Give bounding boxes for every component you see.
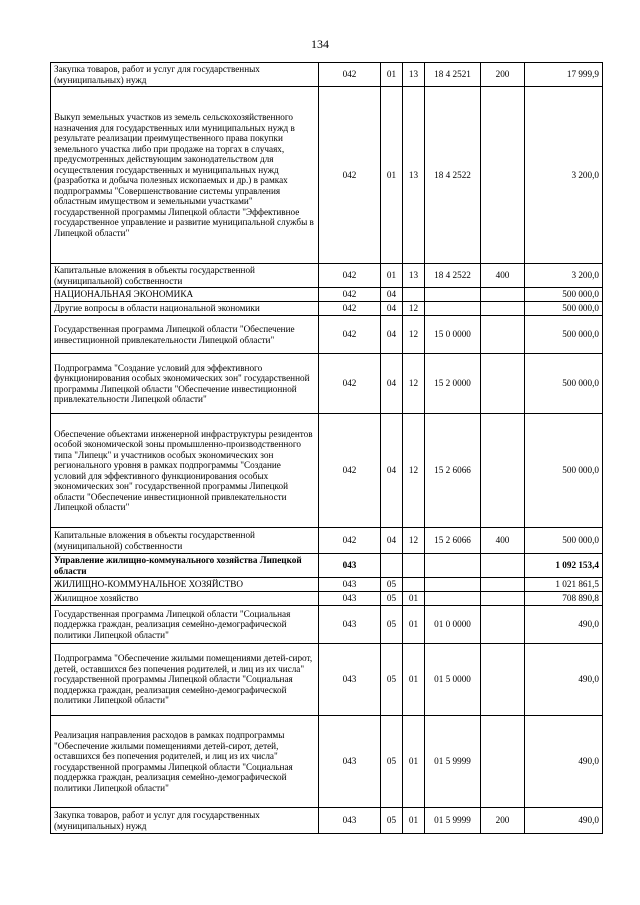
section-code-cell: 01 — [381, 63, 403, 87]
ved-code-cell: 043 — [319, 554, 381, 578]
amount-cell: 490,0 — [525, 808, 603, 834]
budget-table — [50, 62, 603, 834]
section-code-cell: 04 — [381, 414, 403, 528]
table-row — [51, 264, 603, 288]
subsection-code-cell: 01 — [403, 808, 425, 834]
table-row — [51, 63, 603, 87]
row-name-cell: Управление жилищно-коммунального хозяйства Липецкой области — [51, 554, 319, 578]
ved-code-cell: 042 — [319, 528, 381, 554]
ved-code-cell: 043 — [319, 644, 381, 716]
target-article-cell: 01 5 0000 — [425, 644, 481, 716]
section-code-cell: 05 — [381, 716, 403, 808]
amount-cell: 500 000,0 — [525, 288, 603, 302]
expense-type-cell — [481, 716, 525, 808]
section-code-cell: 05 — [381, 578, 403, 592]
target-article-cell — [425, 288, 481, 302]
expense-type-cell: 400 — [481, 264, 525, 288]
ved-code-cell: 042 — [319, 414, 381, 528]
ved-code-cell: 043 — [319, 592, 381, 606]
amount-cell: 1 092 153,4 — [525, 554, 603, 578]
table-row — [51, 606, 603, 644]
ved-code-cell: 043 — [319, 578, 381, 592]
ved-code-cell: 043 — [319, 716, 381, 808]
target-article-cell: 15 2 6066 — [425, 414, 481, 528]
ved-code-cell: 042 — [319, 302, 381, 316]
row-name-cell: Жилищное хозяйство — [51, 592, 319, 606]
target-article-cell — [425, 554, 481, 578]
amount-cell: 3 200,0 — [525, 87, 603, 264]
section-code-cell: 01 — [381, 87, 403, 264]
target-article-cell: 15 2 6066 — [425, 528, 481, 554]
ved-code-cell: 042 — [319, 87, 381, 264]
amount-cell: 3 200,0 — [525, 264, 603, 288]
table-row — [51, 302, 603, 316]
section-code-cell: 04 — [381, 288, 403, 302]
amount-cell: 490,0 — [525, 644, 603, 716]
amount-cell: 490,0 — [525, 606, 603, 644]
ved-code-cell: 042 — [319, 63, 381, 87]
subsection-code-cell: 12 — [403, 316, 425, 354]
subsection-code-cell: 13 — [403, 63, 425, 87]
target-article-cell: 01 5 9999 — [425, 716, 481, 808]
table-row — [51, 554, 603, 578]
section-code-cell — [381, 554, 403, 578]
target-article-cell: 01 0 0000 — [425, 606, 481, 644]
table-row — [51, 716, 603, 808]
expense-type-cell — [481, 554, 525, 578]
expense-type-cell — [481, 578, 525, 592]
table-row — [51, 87, 603, 264]
subsection-code-cell: 01 — [403, 716, 425, 808]
target-article-cell — [425, 592, 481, 606]
target-article-cell: 18 4 2522 — [425, 264, 481, 288]
subsection-code-cell: 01 — [403, 644, 425, 716]
expense-type-cell — [481, 288, 525, 302]
target-article-cell — [425, 578, 481, 592]
row-name-cell: Подпрограмма "Обеспечение жилыми помещениями детей-сирот, детей, оставшихся без попечения родителей, и лиц из их числа" государственной программы Липецкой области "Социальная поддержка граждан, реализация семейно-демографической политики Липецкой области" — [51, 644, 319, 716]
table-row — [51, 354, 603, 414]
subsection-code-cell: 12 — [403, 414, 425, 528]
row-name-cell: Реализация направления расходов в рамках подпрограммы "Обеспечение жилыми помещениями детей-сирот, детей, оставшихся без попечения родителей, и лиц из их числа" государственной программы Липецкой области "Социальная поддержка граждан, реализация семейно-демографической политики Липецкой области" — [51, 716, 319, 808]
subsection-code-cell — [403, 554, 425, 578]
table-row — [51, 592, 603, 606]
section-code-cell: 05 — [381, 606, 403, 644]
amount-cell: 500 000,0 — [525, 414, 603, 528]
table-row — [51, 808, 603, 834]
row-name-cell: Закупка товаров, работ и услуг для государственных (муниципальных) нужд — [51, 63, 319, 87]
table-row — [51, 528, 603, 554]
row-name-cell: Выкуп земельных участков из земель сельскохозяйственного назначения для государственных или муниципальных нужд в результате реализации преимущественного права покупки земельного участка либо при продаже на торгах в случаях, предусмотренных действующим законодательством для осуществления государственных и муниципальных нужд (разработка и добыча полезных ископаемых и др.) в рамках подпрограммы "Совершенствование системы управления областным имуществом и земельными участками" государственной программы Липецкой области "Эффективное государственное управление и развитие муниципальной службы в Липецкой области" — [51, 87, 319, 264]
expense-type-cell — [481, 302, 525, 316]
section-code-cell: 05 — [381, 592, 403, 606]
subsection-code-cell: 13 — [403, 87, 425, 264]
row-name-cell: ЖИЛИЩНО-КОММУНАЛЬНОЕ ХОЗЯЙСТВО — [51, 578, 319, 592]
expense-type-cell — [481, 592, 525, 606]
section-code-cell: 05 — [381, 808, 403, 834]
section-code-cell: 04 — [381, 316, 403, 354]
amount-cell: 500 000,0 — [525, 528, 603, 554]
section-code-cell: 05 — [381, 644, 403, 716]
row-name-cell: Другие вопросы в области национальной экономики — [51, 302, 319, 316]
target-article-cell: 15 0 0000 — [425, 316, 481, 354]
amount-cell: 500 000,0 — [525, 302, 603, 316]
row-name-cell: Закупка товаров, работ и услуг для государственных (муниципальных) нужд — [51, 808, 319, 834]
amount-cell: 490,0 — [525, 716, 603, 808]
ved-code-cell: 042 — [319, 288, 381, 302]
ved-code-cell: 043 — [319, 606, 381, 644]
ved-code-cell: 042 — [319, 316, 381, 354]
subsection-code-cell: 01 — [403, 592, 425, 606]
table-body — [51, 63, 603, 834]
section-code-cell: 04 — [381, 528, 403, 554]
row-name-cell: Обеспечение объектами инженерной инфраструктуры резидентов особой экономической зоны промышленно-производственного типа "Липецк" и участников особых экономических зон регионального уровня в рамках подпрограммы "Создание условий для эффективного функционирования особых экономических зон" государственной программы Липецкой области "Обеспечение инвестиционной привлекательности Липецкой области" — [51, 414, 319, 528]
section-code-cell: 04 — [381, 302, 403, 316]
row-name-cell: Капитальные вложения в объекты государственной (муниципальной) собственности — [51, 264, 319, 288]
row-name-cell: Государственная программа Липецкой области "Социальная поддержка граждан, реализация семейно-демографической политики Липецкой области" — [51, 606, 319, 644]
table-row — [51, 578, 603, 592]
ved-code-cell: 042 — [319, 354, 381, 414]
table-row — [51, 288, 603, 302]
page-number: 134 — [311, 37, 329, 51]
row-name-cell: НАЦИОНАЛЬНАЯ ЭКОНОМИКА — [51, 288, 319, 302]
amount-cell: 708 890,8 — [525, 592, 603, 606]
expense-type-cell — [481, 316, 525, 354]
amount-cell: 500 000,0 — [525, 354, 603, 414]
row-name-cell: Государственная программа Липецкой области "Обеспечение инвестиционной привлекательности Липецкой области" — [51, 316, 319, 354]
ved-code-cell: 042 — [319, 264, 381, 288]
amount-cell: 500 000,0 — [525, 316, 603, 354]
row-name-cell: Капитальные вложения в объекты государственной (муниципальной) собственности — [51, 528, 319, 554]
target-article-cell: 18 4 2521 — [425, 63, 481, 87]
expense-type-cell — [481, 644, 525, 716]
amount-cell: 17 999,9 — [525, 63, 603, 87]
target-article-cell: 15 2 0000 — [425, 354, 481, 414]
subsection-code-cell: 12 — [403, 302, 425, 316]
subsection-code-cell: 01 — [403, 606, 425, 644]
subsection-code-cell: 13 — [403, 264, 425, 288]
section-code-cell: 01 — [381, 264, 403, 288]
expense-type-cell: 200 — [481, 63, 525, 87]
expense-type-cell: 200 — [481, 808, 525, 834]
subsection-code-cell — [403, 578, 425, 592]
expense-type-cell — [481, 87, 525, 264]
section-code-cell: 04 — [381, 354, 403, 414]
table-row — [51, 316, 603, 354]
expense-type-cell: 400 — [481, 528, 525, 554]
ved-code-cell: 043 — [319, 808, 381, 834]
expense-type-cell — [481, 606, 525, 644]
target-article-cell — [425, 302, 481, 316]
subsection-code-cell: 12 — [403, 528, 425, 554]
target-article-cell: 18 4 2522 — [425, 87, 481, 264]
subsection-code-cell — [403, 288, 425, 302]
subsection-code-cell: 12 — [403, 354, 425, 414]
expense-type-cell — [481, 414, 525, 528]
table-row — [51, 644, 603, 716]
expense-type-cell — [481, 354, 525, 414]
row-name-cell: Подпрограмма "Создание условий для эффективного функционирования особых экономических зон" государственной программы Липецкой области "Обеспечение инвестиционной привлекательности Липецкой области" — [51, 354, 319, 414]
table-row — [51, 414, 603, 528]
amount-cell: 1 021 861,5 — [525, 578, 603, 592]
target-article-cell: 01 5 9999 — [425, 808, 481, 834]
